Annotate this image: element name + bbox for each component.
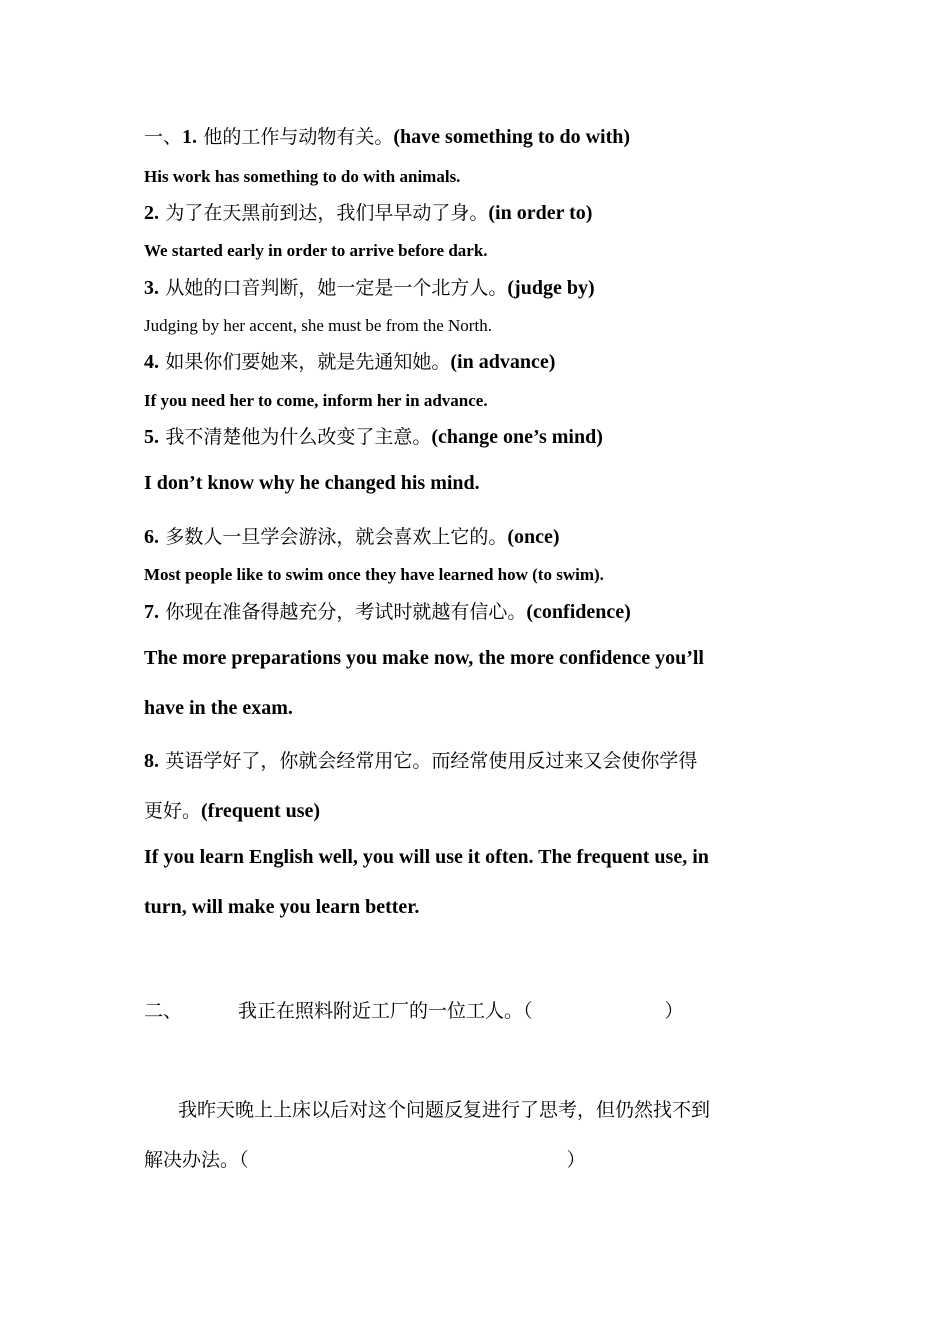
question-number: 8. <box>144 750 159 772</box>
question-1 <box>144 122 630 149</box>
answer-5: I don’t know why he changed his mind. <box>144 472 480 494</box>
answer-7-line-2: have in the exam. <box>144 697 293 719</box>
answer-2: We started early in order to arrive before dark. <box>144 241 488 260</box>
question-text: 从她的口音判断，她一定是一个北方人。 <box>165 277 508 299</box>
answer-3: Judging by her accent, she must be from the North. <box>144 316 492 335</box>
answer-7-line-1: The more preparations you make now, the more confidence you’ll <box>144 647 704 669</box>
question-4 <box>144 347 555 374</box>
section-2-item-2-line-2 <box>144 1145 586 1172</box>
question-hint: (judge by) <box>507 277 595 299</box>
question-text: 我正在照料附近工厂的一位工人。 <box>238 1000 524 1022</box>
question-text: 他的工作与动物有关。 <box>203 126 394 148</box>
answer-4: If you need her to come, inform her in advance. <box>144 391 488 410</box>
question-hint: (change one’s mind) <box>431 426 603 448</box>
answer-8-line-1: If you learn English well, you will use it often. The frequent use, in <box>144 846 709 868</box>
question-hint: (have something to do with) <box>393 126 631 148</box>
question-number: 7. <box>144 601 159 623</box>
question-number: 4. <box>144 351 159 373</box>
question-2 <box>144 198 592 225</box>
question-text: 更好。 <box>144 800 202 822</box>
answer-blank-open: （ <box>523 1000 533 1022</box>
question-8-line-1 <box>144 746 697 773</box>
question-8-line-2 <box>144 796 320 823</box>
question-6 <box>144 522 560 549</box>
question-text: 解决办法。 <box>144 1149 240 1171</box>
question-hint: (in order to) <box>488 202 593 224</box>
answer-blank-close: ） <box>664 1000 684 1022</box>
question-number: 3. <box>144 277 159 299</box>
question-text: 如果你们要她来，就是先通知她。 <box>165 351 451 373</box>
answer-6: Most people like to swim once they have learned how (to swim). <box>144 565 604 584</box>
question-text: 为了在天黑前到达，我们早早动了身。 <box>165 202 489 224</box>
question-number: 5. <box>144 426 159 448</box>
question-3 <box>144 273 595 300</box>
question-hint: (confidence) <box>526 601 631 623</box>
section-2-item-2-line-1: 我昨天晚上上床以后对这个问题反复进行了思考，但仍然找不到 <box>178 1099 711 1121</box>
answer-8-line-2: turn, will make you learn better. <box>144 896 420 918</box>
question-number: 2. <box>144 202 159 224</box>
section-2-item-1 <box>144 996 684 1023</box>
question-7 <box>144 597 631 624</box>
question-hint: (in advance) <box>450 351 556 373</box>
answer-blank-close: ） <box>566 1149 586 1171</box>
question-text: 英语学好了，你就会经常用它。而经常使用反过来又会使你学得 <box>165 750 698 772</box>
question-number: 1. <box>182 126 198 148</box>
section-1-marker: 一、 <box>144 126 183 148</box>
question-5 <box>144 422 603 449</box>
question-text: 我不清楚他为什么改变了主意。 <box>165 426 432 448</box>
question-text: 多数人一旦学会游泳，就会喜欢上它的。 <box>165 526 508 548</box>
question-hint: (frequent use) <box>201 800 321 822</box>
question-text: 你现在准备得越充分，考试时就越有信心。 <box>165 601 527 623</box>
answer-blank-open: （ <box>239 1149 249 1171</box>
question-hint: (once) <box>507 526 560 548</box>
answer-1: His work has something to do with animals. <box>144 167 461 186</box>
section-2-marker: 二、 <box>144 1000 183 1022</box>
question-number: 6. <box>144 526 159 548</box>
